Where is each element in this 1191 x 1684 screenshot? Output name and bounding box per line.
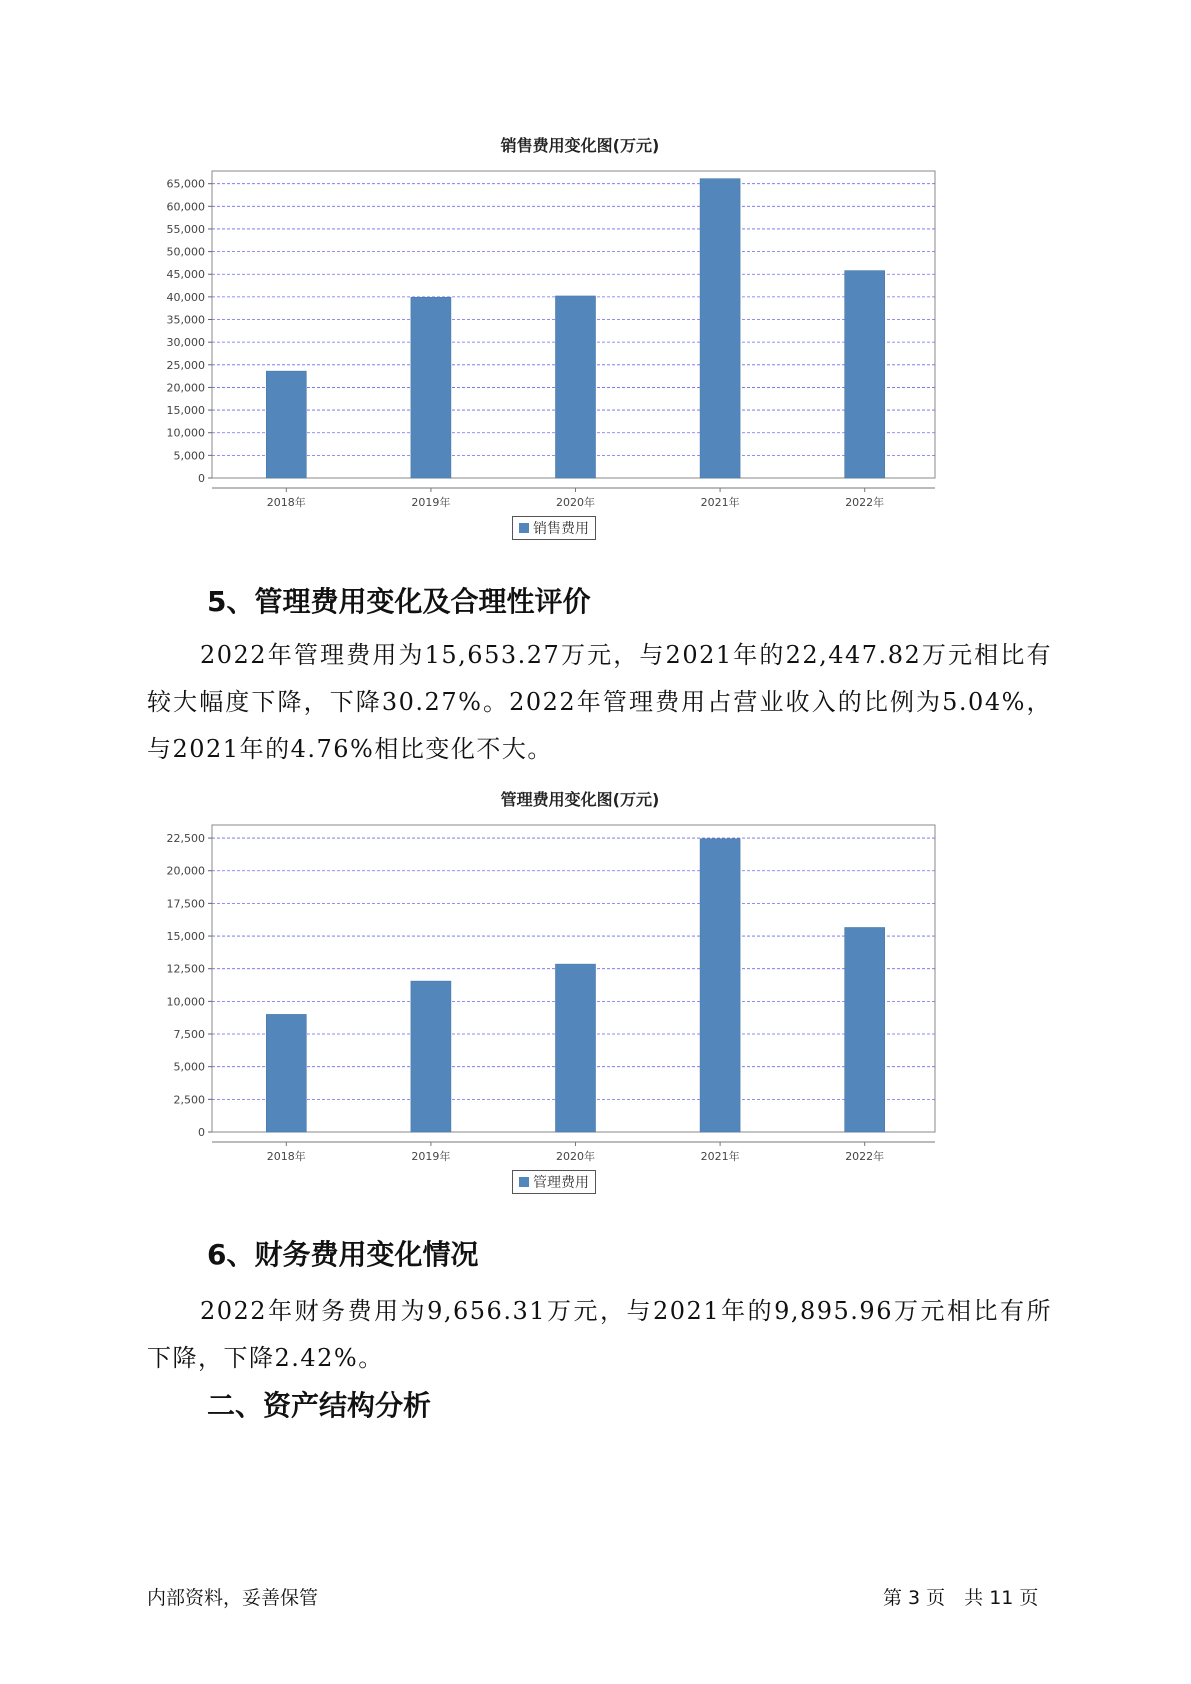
- bar: [845, 271, 885, 478]
- y-tick-label: 40,000: [166, 290, 205, 304]
- section-5-heading: 5、管理费用变化及合理性评价: [207, 585, 591, 618]
- x-tick-label: 2020年: [556, 496, 595, 509]
- bar: [556, 964, 596, 1132]
- section-6-paragraph: 2022年财务费用为9,656.31万元，与2021年的9,895.96万元相比有所下降，下降2.42%。: [147, 1297, 1052, 1372]
- y-tick-label: 65,000: [166, 177, 205, 191]
- y-tick-label: 35,000: [166, 313, 205, 327]
- x-tick-label: 2018年: [266, 496, 306, 509]
- y-tick-label: 22,500: [166, 832, 205, 846]
- y-tick-label: 10,000: [166, 995, 205, 1009]
- x-tick-label: 2021年: [700, 1150, 740, 1163]
- legend-swatch: [519, 523, 529, 533]
- sales-expense-plot: [140, 163, 1020, 543]
- y-tick-label: 7,500: [173, 1028, 205, 1042]
- footer-left: 内部资料，妥善保管: [147, 1587, 319, 1609]
- bar: [266, 371, 306, 478]
- y-tick-label: 0: [198, 472, 205, 485]
- management-expense-chart: [140, 787, 1020, 1207]
- section-5-paragraph: 2022年管理费用为15,653.27万元，与2021年的22,447.82万元相比有较大幅度下降，下降30.27%。2022年管理费用占营业收入的比例为5.04%，与2021年的4.76%相比变化不大。: [147, 641, 1052, 763]
- x-tick-label: 2018年: [266, 1150, 306, 1163]
- legend-label: 管理费用: [533, 1175, 589, 1191]
- chart-title: 管理费用变化图(万元): [500, 790, 660, 809]
- bar: [556, 296, 596, 478]
- y-tick-label: 55,000: [166, 222, 205, 236]
- x-tick-label: 2022年: [845, 1150, 885, 1163]
- sales-expense-chart: [140, 133, 1020, 553]
- y-tick-label: 15,000: [166, 404, 205, 418]
- y-tick-label: 20,000: [166, 381, 205, 395]
- y-tick-label: 12,500: [166, 962, 205, 976]
- y-tick-label: 60,000: [166, 200, 205, 214]
- y-tick-label: 25,000: [166, 358, 205, 372]
- y-tick-label: 2,500: [173, 1093, 205, 1107]
- bar: [411, 297, 451, 478]
- y-tick-label: 17,500: [166, 897, 205, 911]
- y-tick-label: 30,000: [166, 336, 205, 350]
- x-tick-label: 2020年: [556, 1150, 595, 1163]
- chart-legend: [512, 516, 596, 540]
- y-tick-label: 0: [198, 1126, 205, 1139]
- y-tick-label: 5,000: [173, 1060, 205, 1074]
- y-tick-label: 15,000: [166, 930, 205, 944]
- chart-legend: [512, 1170, 596, 1194]
- bar: [700, 839, 740, 1132]
- section-6-heading: 6、财务费用变化情况: [207, 1238, 479, 1271]
- x-tick-label: 2021年: [700, 496, 740, 509]
- y-tick-label: 20,000: [166, 864, 205, 878]
- bar: [266, 1014, 306, 1132]
- y-tick-label: 10,000: [166, 426, 205, 440]
- footer-page-number: 第 3 页 共 11 页: [883, 1587, 1039, 1609]
- bar: [411, 981, 451, 1132]
- legend-label: 销售费用: [533, 521, 589, 537]
- x-tick-label: 2019年: [411, 496, 451, 509]
- y-tick-label: 50,000: [166, 245, 205, 259]
- y-tick-label: 45,000: [166, 268, 205, 282]
- x-tick-label: 2019年: [411, 1150, 451, 1163]
- section-2-heading: 二、资产结构分析: [207, 1389, 432, 1422]
- management-expense-plot: [140, 817, 1020, 1197]
- bar: [700, 179, 740, 478]
- legend-swatch: [519, 1177, 529, 1187]
- x-tick-label: 2022年: [845, 496, 885, 509]
- bar: [845, 928, 885, 1132]
- chart-title: 销售费用变化图(万元): [500, 136, 660, 155]
- y-tick-label: 5,000: [173, 449, 205, 463]
